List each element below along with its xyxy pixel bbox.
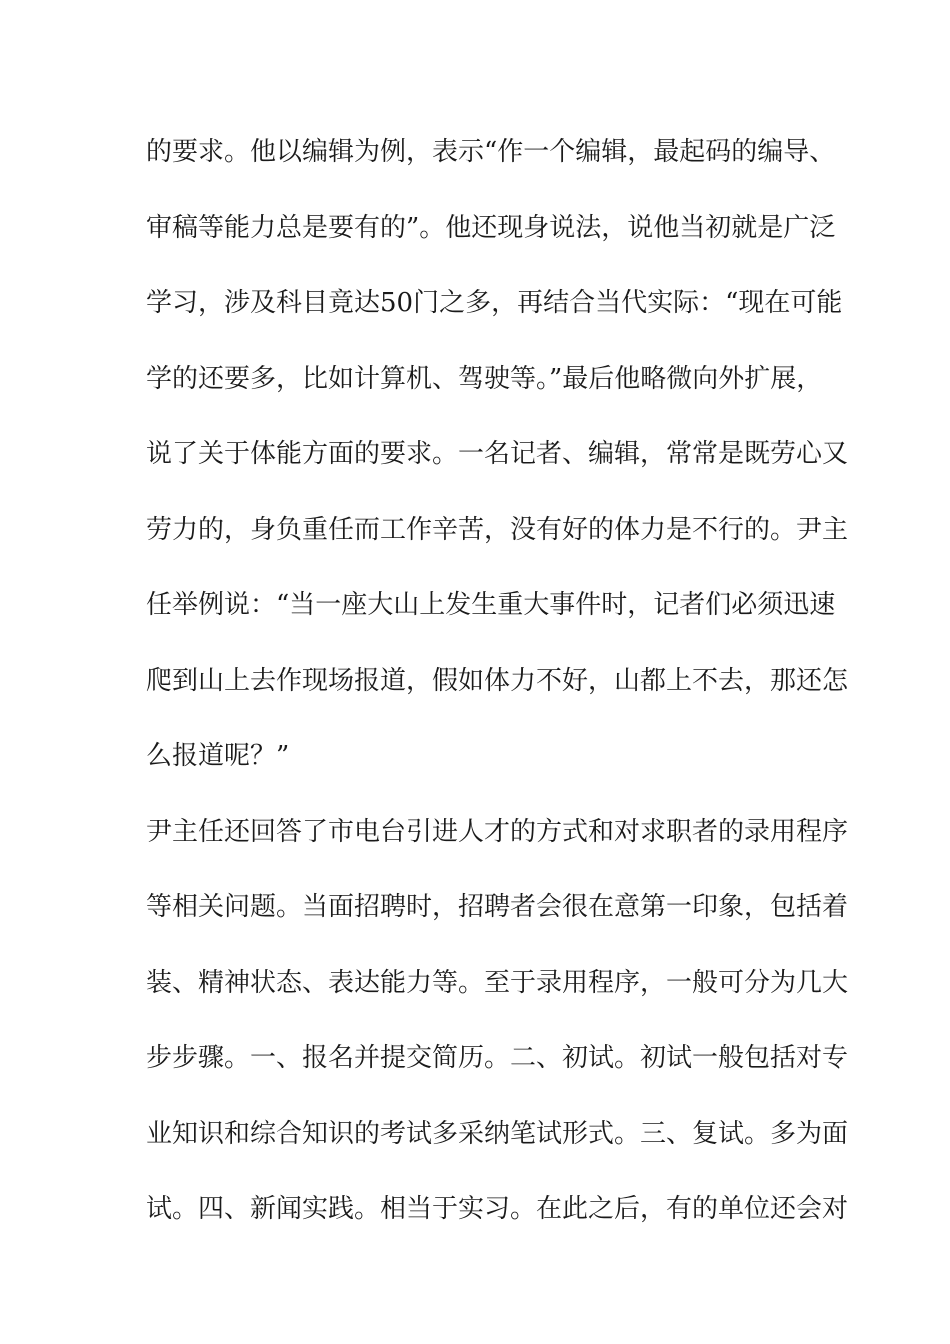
text-line: 步步骤。一、报名并提交简历。二、初试。初试一般包括对专 (146, 1043, 849, 1073)
text-line: 学的还要多，比如计算机、驾驶等。”最后他略微向外扩展， (146, 364, 823, 394)
text-line: 装、精神状态、表达能力等。至于录用程序，一般可分为几大 (146, 968, 849, 998)
text-line: 说了关于体能方面的要求。一名记者、编辑，常常是既劳心又 (146, 439, 849, 469)
text-line: 么报道呢？” (146, 741, 290, 771)
text-line: 任举例说：“当一座大山上发生重大事件时，记者们必须迅速 (146, 590, 836, 620)
text-line: 业知识和综合知识的考试多采纳笔试形式。三、复试。多为面 (146, 1119, 849, 1149)
text-line: 等相关问题。当面招聘时，招聘者会很在意第一印象，包括着 (146, 892, 849, 922)
text-line: 尹主任还回答了市电台引进人才的方式和对求职者的录用程序 (146, 817, 849, 847)
text-line: 试。四、新闻实践。相当于实习。在此之后，有的单位还会对 (146, 1194, 849, 1224)
text-line: 劳力的，身负重任而工作辛苦，没有好的体力是不行的。尹主 (146, 515, 849, 545)
text-line: 的要求。他以编辑为例，表示“作一个编辑，最起码的编导、 (146, 137, 836, 167)
text-line: 学习，涉及科目竟达50门之多，再结合当代实际：“现在可能 (146, 288, 843, 318)
text-line: 爬到山上去作现场报道，假如体力不好，山都上不去，那还怎 (146, 666, 849, 696)
text-line: 审稿等能力总是要有的”。他还现身说法，说他当初就是广泛 (146, 213, 836, 243)
